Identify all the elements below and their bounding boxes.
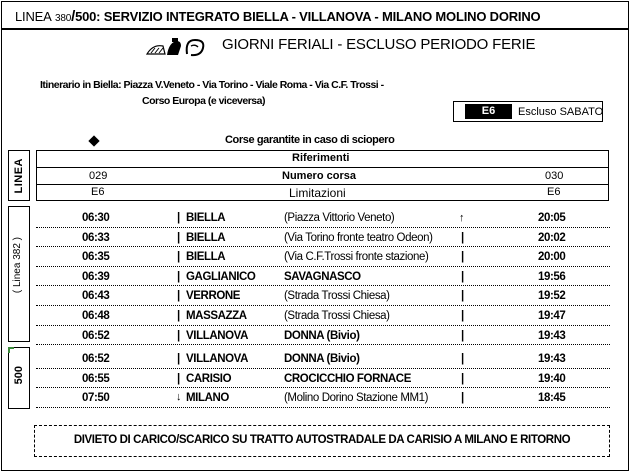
column-separator: | — [177, 270, 180, 283]
linea-500-label: 500 — [13, 366, 25, 385]
title-slash: / — [71, 8, 76, 25]
column-separator: | — [177, 251, 180, 264]
route-name: SERVIZIO INTEGRATO BIELLA - VILLANOVA - MILANO MOLINO DORINO — [103, 9, 541, 24]
stop-city: VERRONE — [186, 290, 241, 303]
riferimenti-label: Riferimenti — [292, 152, 350, 164]
corner-marker-icon — [8, 347, 14, 353]
column-separator: | — [177, 329, 180, 342]
itinerary-line-2: Corso Europa (e viceversa) — [142, 95, 265, 107]
timetable-row — [36, 388, 610, 408]
bus-operator-logo-icon — [145, 36, 211, 58]
line-prefix: LINEA — [15, 9, 52, 24]
column-separator: | — [177, 290, 180, 303]
stop-location: SAVAGNASCO — [284, 270, 361, 283]
return-time: 19:43 — [538, 329, 566, 342]
return-time: 20:00 — [538, 251, 566, 264]
legend-code-badge: E6 — [465, 104, 512, 119]
timetable-row — [36, 306, 610, 326]
stop-city: BIELLA — [186, 231, 226, 244]
service-days: GIORNI FERIALI - ESCLUSO PERIODO FERIE — [222, 36, 536, 53]
stop-location: (Via Torino fronte teatro Odeon) — [284, 231, 433, 244]
stop-city: MILANO — [186, 392, 229, 405]
outbound-limit: E6 — [91, 186, 105, 198]
return-time: 20:05 — [538, 212, 566, 224]
return-time: 20:02 — [538, 231, 566, 244]
departure-time: 06:55 — [82, 372, 110, 385]
return-limit: E6 — [547, 186, 561, 198]
linea-382-label: ( Linea 382 ) — [12, 237, 23, 294]
timetable-row — [36, 208, 610, 228]
departure-time: 06:43 — [82, 290, 110, 303]
strike-guarantee-note: Corse garantite in caso di sciopero — [225, 134, 395, 146]
legend-text: Escluso SABATO — [518, 106, 604, 118]
stop-location: (Strada Trossi Chiesa) — [284, 290, 390, 303]
timetable-row — [36, 228, 610, 248]
departure-time: 06:30 — [82, 212, 110, 224]
itinerary-text — [40, 77, 384, 109]
stop-location: CROCICCHIO FORNACE — [284, 372, 411, 385]
timetable-row — [36, 326, 610, 346]
return-time: 19:40 — [538, 372, 566, 385]
stop-location: (Molino Dorino Stazione MM1) — [284, 392, 429, 405]
timetable-row — [36, 349, 610, 369]
timetable-row — [36, 267, 610, 287]
legend-box — [453, 101, 603, 122]
column-separator: | — [461, 329, 464, 342]
return-time: 19:52 — [538, 290, 566, 303]
arrow-up-icon: ↑ — [459, 212, 465, 224]
page-title: LINEA 380/500: SERVIZIO INTEGRATO BIELLA - VILLANOVA - MILANO MOLINO DORINO — [15, 8, 541, 25]
departure-time: 07:50 — [82, 392, 110, 405]
warning-text: DIVIETO DI CARICO/SCARICO SU TRATTO AUTOSTRADALE DA CARISIO A MILANO E RITORNO — [73, 434, 571, 446]
timetable-row — [36, 247, 610, 267]
table-header — [36, 150, 609, 201]
return-time: 19:56 — [538, 270, 566, 283]
limitazioni-label: Limitazioni — [289, 186, 346, 200]
column-separator: | — [461, 310, 464, 322]
stop-city: CARISIO — [186, 372, 232, 385]
itinerary-line-1: Itinerario in Biella: Piazza V.Veneto - Via Torino - Viale Roma - Via C.F. Trossi - — [40, 79, 384, 91]
return-time: 19:43 — [538, 353, 566, 365]
departure-time: 06:35 — [82, 251, 110, 264]
column-separator: | — [461, 392, 464, 405]
linea-382-side-label — [8, 206, 30, 342]
column-separator: | — [177, 231, 180, 244]
outbound-run-number: 029 — [89, 170, 108, 182]
linea-side-label — [8, 150, 30, 201]
stop-city: BIELLA — [186, 251, 226, 264]
warning-box — [34, 425, 610, 457]
column-separator: | — [177, 353, 180, 365]
header-divider-1 — [37, 167, 608, 168]
column-separator: | — [461, 270, 464, 283]
numero-corsa-label: Numero corsa — [282, 170, 356, 182]
departure-time: 06:39 — [82, 270, 110, 283]
column-separator: | — [461, 231, 464, 244]
departure-time: 06:33 — [82, 231, 110, 244]
linea-label: LINEA — [13, 158, 25, 194]
return-run-number: 030 — [545, 170, 564, 182]
linea-500-side-label — [8, 347, 30, 409]
row-divider — [36, 344, 610, 345]
column-separator: | — [177, 212, 180, 224]
departure-time: 06:48 — [82, 310, 110, 322]
departure-time: 06:52 — [82, 353, 110, 365]
return-time: 19:47 — [538, 310, 566, 322]
column-separator: | — [461, 372, 464, 385]
stop-location: DONNA (Bivio) — [284, 353, 360, 365]
stop-city: VILLANOVA — [186, 353, 248, 365]
column-separator: | — [177, 372, 180, 385]
timetable-row — [36, 369, 610, 389]
stop-city: VILLANOVA — [186, 329, 248, 342]
stop-city: GAGLIANICO — [186, 270, 256, 283]
row-divider — [36, 407, 610, 408]
column-separator: | — [177, 310, 180, 322]
column-separator: | — [461, 353, 464, 365]
stop-city: MASSAZZA — [186, 310, 247, 322]
stop-location: (Via C.F.Trossi fronte stazione) — [284, 251, 429, 264]
arrow-down-icon: ↓ — [176, 391, 182, 404]
line-number-500: 500 — [75, 9, 97, 24]
stop-location: (Strada Trossi Chiesa) — [284, 310, 390, 322]
line-number-380: 380 — [55, 13, 72, 24]
departure-time: 06:52 — [82, 329, 110, 342]
stop-location: DONNA (Bivio) — [284, 329, 360, 342]
column-separator: | — [461, 290, 464, 303]
header-divider-2 — [37, 184, 608, 185]
stop-city: BIELLA — [186, 212, 226, 224]
return-time: 18:45 — [538, 392, 566, 405]
title-bar — [1, 1, 629, 30]
column-separator: | — [461, 251, 464, 264]
stop-location: (Piazza Vittorio Veneto) — [284, 212, 395, 224]
timetable-row — [36, 286, 610, 306]
